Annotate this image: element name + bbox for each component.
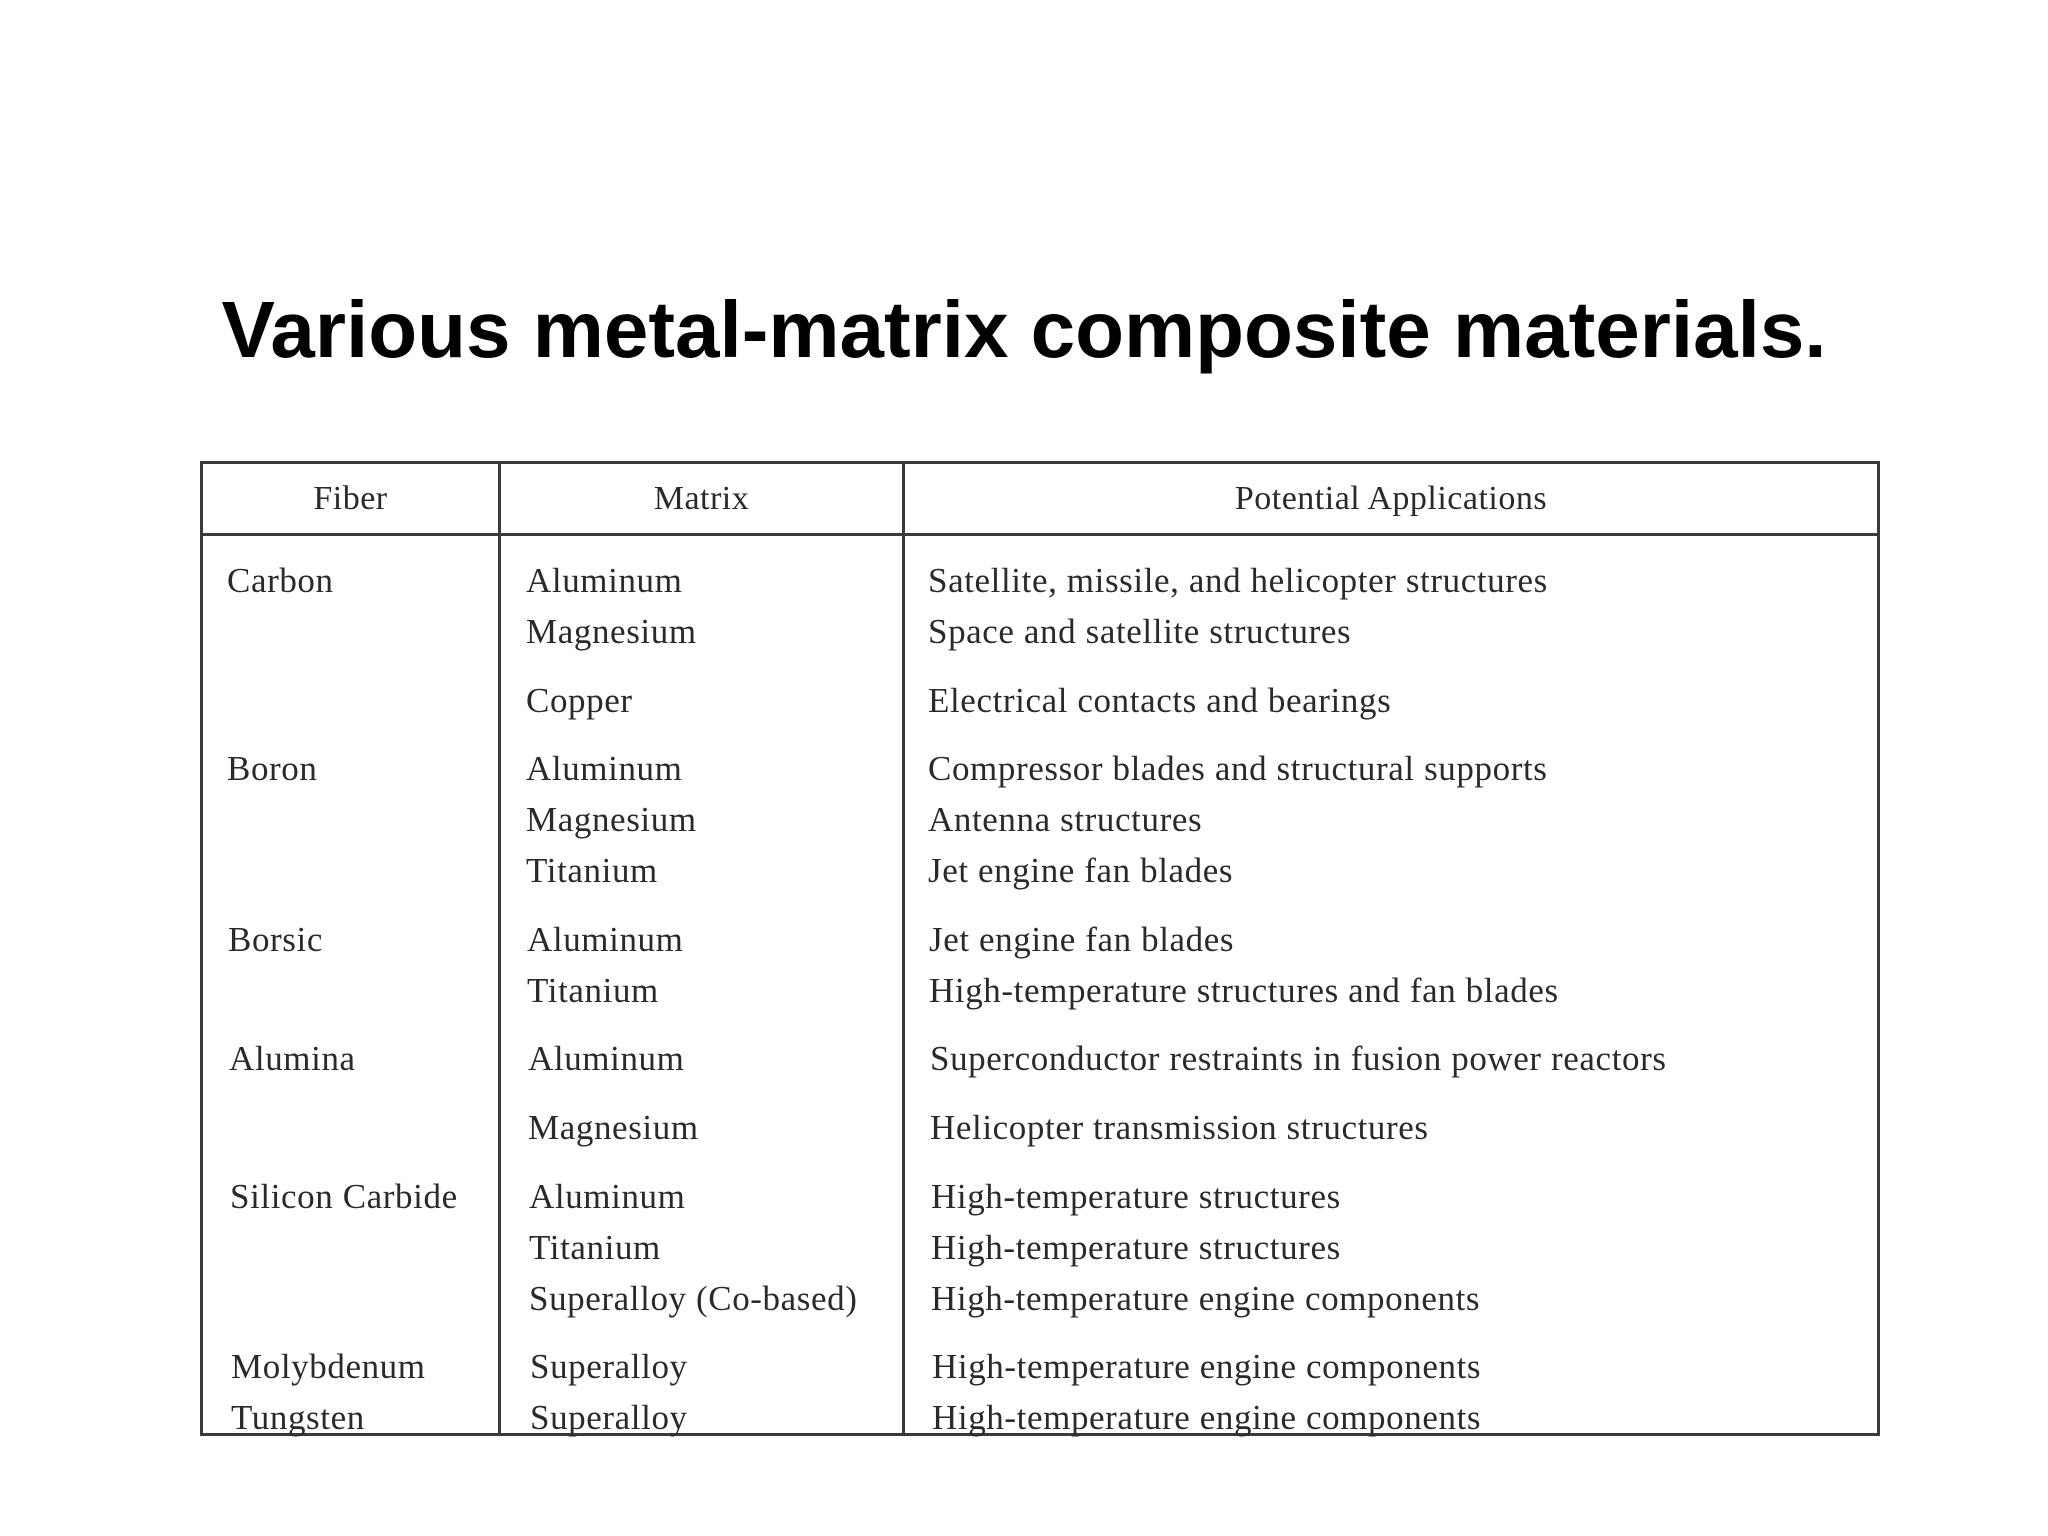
header-rule — [203, 533, 1877, 536]
table-cell-matrix: Aluminum — [526, 749, 683, 788]
table-cell-matrix: Aluminum — [528, 1039, 685, 1078]
table-cell-matrix: Titanium — [529, 1228, 661, 1267]
table-cell-matrix: Magnesium — [528, 1108, 699, 1147]
table-cell-application: Superconductor restraints in fusion power reactors — [930, 1039, 1667, 1078]
table-cell-matrix: Superalloy — [530, 1347, 688, 1386]
table-cell-matrix: Copper — [526, 681, 633, 720]
header-fiber: Fiber — [313, 480, 388, 517]
table-cell-matrix: Magnesium — [526, 612, 697, 651]
table-cell-application: Jet engine fan blades — [929, 920, 1235, 959]
slide-title: Various metal-matrix composite materials. — [221, 285, 1827, 374]
table-cell-application: Jet engine fan blades — [928, 851, 1234, 890]
table-cell-application: Antenna structures — [928, 800, 1203, 839]
table-cell-application: Space and satellite structures — [928, 612, 1352, 651]
column-divider-matrix-applications — [902, 464, 905, 1433]
header-potential-applications: Potential Applications — [1234, 480, 1548, 517]
table-cell-fiber: Boron — [227, 749, 318, 788]
table-cell-fiber: Carbon — [227, 561, 334, 600]
table-cell-application: High-temperature structures — [931, 1228, 1341, 1267]
table-cell-matrix: Aluminum — [529, 1177, 686, 1216]
table-cell-application: High-temperature engine components — [932, 1347, 1482, 1386]
table-cell-fiber: Alumina — [229, 1039, 356, 1078]
composites-table — [200, 461, 1880, 1436]
table-cell-application: High-temperature engine components — [931, 1279, 1481, 1318]
table-cell-matrix: Superalloy (Co-based) — [529, 1279, 858, 1318]
table-cell-application: Electrical contacts and bearings — [928, 681, 1392, 720]
table-cell-matrix: Titanium — [526, 851, 658, 890]
table-cell-fiber: Tungsten — [231, 1398, 365, 1437]
table-cell-fiber: Molybdenum — [231, 1347, 426, 1386]
table-cell-matrix: Titanium — [527, 971, 659, 1010]
table-cell-application: Helicopter transmission structures — [930, 1108, 1429, 1147]
table-cell-application: Satellite, missile, and helicopter structures — [928, 561, 1548, 600]
column-divider-fiber-matrix — [498, 464, 501, 1433]
table-cell-matrix: Aluminum — [526, 561, 683, 600]
table-cell-application: High-temperature engine components — [932, 1398, 1482, 1437]
table-cell-fiber: Silicon Carbide — [230, 1177, 458, 1216]
table-cell-application: High-temperature structures — [931, 1177, 1341, 1216]
table-cell-matrix: Superalloy — [530, 1398, 688, 1437]
table-cell-application: Compressor blades and structural supports — [928, 749, 1548, 788]
header-matrix: Matrix — [653, 480, 750, 517]
table-cell-matrix: Aluminum — [527, 920, 684, 959]
table-cell-application: High-temperature structures and fan blades — [929, 971, 1559, 1010]
table-cell-fiber: Borsic — [228, 920, 323, 959]
table-cell-matrix: Magnesium — [526, 800, 697, 839]
